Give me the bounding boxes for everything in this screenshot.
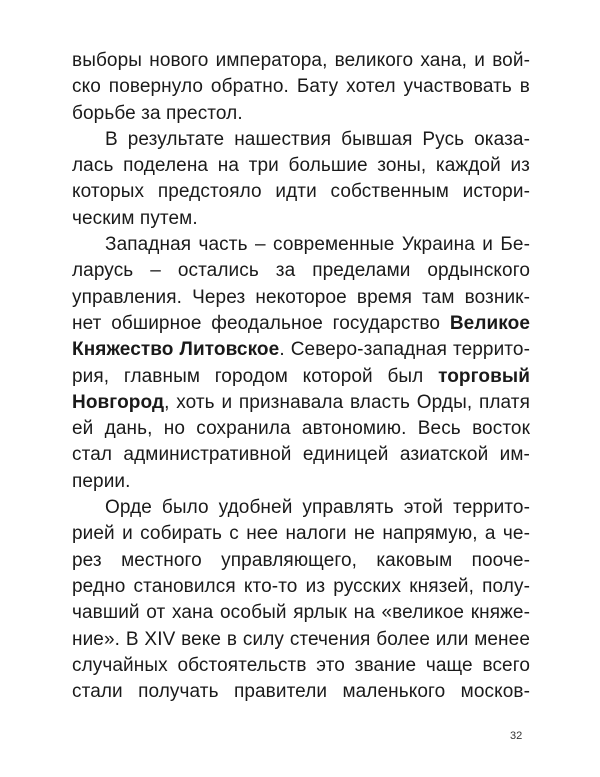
text-line [72,311,530,337]
text-line [72,127,530,153]
text-segment: , хоть и признавала власть Орды, платя [164,391,530,413]
text-line [72,364,530,390]
text-segment: стал административной единицей азиатской им- [72,444,530,466]
bold-text: Новгород [72,391,165,413]
text-line [72,153,530,179]
text-line [72,74,530,100]
text-line [72,179,530,205]
text-segment: ларусь – остались за пределами ордынского [72,260,530,282]
text-segment: ско повернуло обратно. Бату хотел участвовать в [72,76,530,98]
text-line [72,442,530,468]
text-segment: Западная часть – современные Украина и Бе- [105,234,530,256]
text-line [72,285,530,311]
text-line [72,521,530,547]
text-line [72,627,530,653]
page-body [72,48,530,705]
bold-text: Княжество Литовское [72,339,280,361]
text-line [72,548,530,574]
text-segment: Орде было удобней управлять этой террито- [105,497,530,519]
text-segment: которых предстояло идти собственным истори- [72,181,530,203]
text-segment: чавший от хана особый ярлык на «великое княже- [72,602,530,624]
text-segment: В результате нашествия бывшая Русь оказа- [105,128,530,150]
text-line [72,337,530,363]
text-line [72,101,530,127]
text-segment: рия, главным городом которой был [72,365,439,387]
paragraph [72,232,530,495]
paragraph [72,495,530,705]
text-line [72,232,530,258]
text-segment: ние». В XIV веке в силу стечения более или менее [72,628,530,650]
paragraph [72,127,530,232]
text-segment: случайных обстоятельств это звание чаще всего [72,654,530,676]
text-segment: рез местного управляющего, каковым пооче- [72,549,530,571]
text-segment: . Северо-западная террито- [279,339,530,361]
text-segment: перии. [72,470,131,492]
text-segment: ческим путем. [72,207,198,229]
text-segment: ей дань, но сохранила автономию. Весь восток [72,418,530,440]
text-line [72,390,530,416]
text-segment: редно становился кто-то из русских князей, полу- [72,575,530,597]
bold-text: Великое [449,312,530,334]
text-line [72,206,530,232]
text-line [72,48,530,74]
text-line [72,600,530,626]
text-line [72,416,530,442]
text-line [72,679,530,705]
text-line [72,653,530,679]
text-line [72,469,530,495]
text-line [72,258,530,284]
text-segment: рией и собирать с нее налоги не напрямую, а че- [72,523,530,545]
text-segment: лась поделена на три большие зоны, каждой из [72,155,530,177]
text-segment: управления. Через некоторое время там возник- [72,286,530,308]
page-number: 32 [510,730,523,742]
text-segment: стали получать правители маленького москов- [72,681,530,703]
paragraph [72,48,530,127]
text-line [72,495,530,521]
text-segment: выборы нового императора, великого хана, и вой- [72,50,530,71]
bold-text: торговый [438,365,530,387]
text-line [72,574,530,600]
text-segment: нет обширное феодальное государство [72,312,450,334]
text-segment: борьбе за престол. [72,102,243,124]
